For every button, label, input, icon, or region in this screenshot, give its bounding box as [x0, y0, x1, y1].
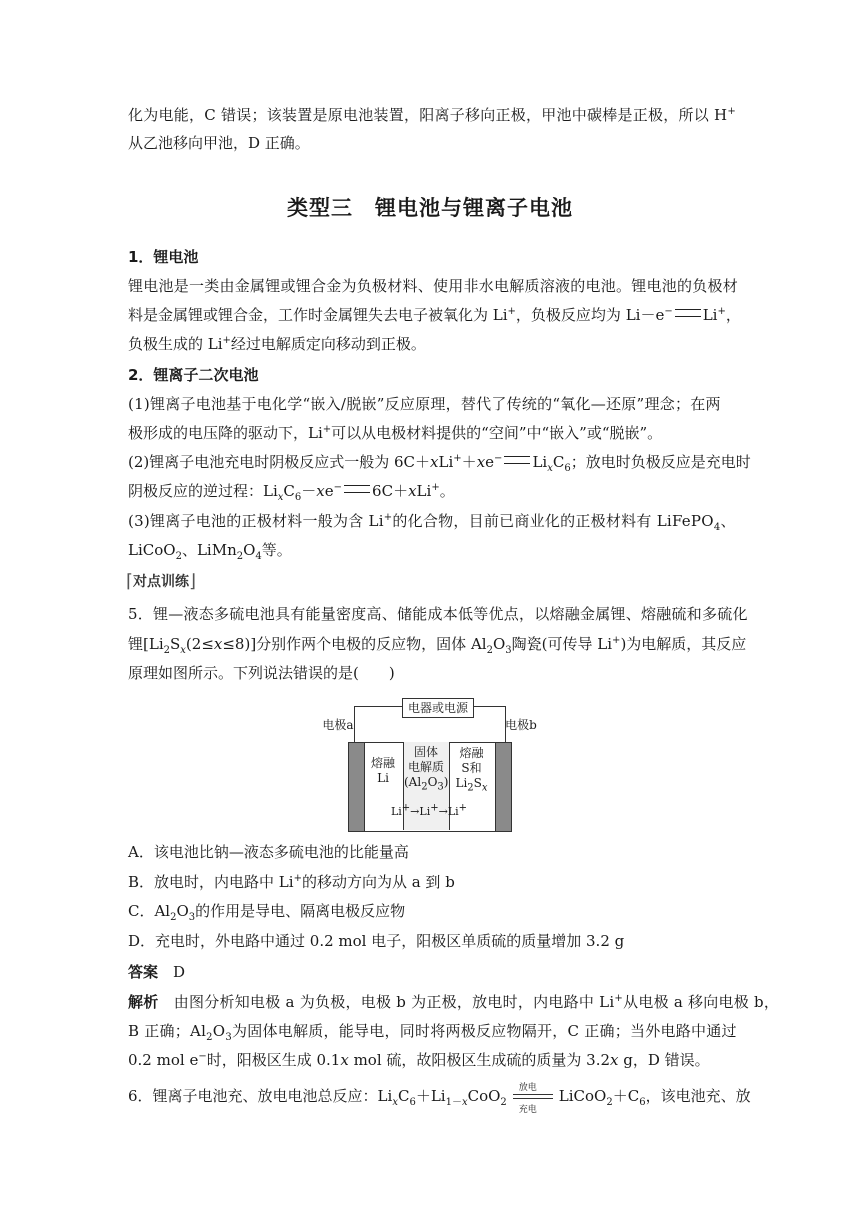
battery-diagram — [318, 696, 544, 836]
answer: 答案 D — [128, 963, 186, 981]
electrode-a-label: 电极a — [322, 718, 354, 732]
heading-lithium-battery: 1．锂电池 — [128, 248, 199, 266]
left-label: 熔融 Li — [370, 756, 395, 785]
text-line: 极形成的电压降的驱动下，Li+可以从电极材料提供的“空间”中“嵌入”或“脱嵌”。 — [128, 424, 663, 442]
reaction-arrows: 放电 充电 — [511, 1082, 555, 1112]
text-line: LiCoO$_2$、$LiMn_2O_4$等。 — [128, 541, 292, 562]
ion-flow: Li+→Li+→Li+ — [390, 802, 468, 818]
text-line: 锂$[Li_2S_x(2\le x\le 8)]$分别作两个电极的反应物，固体 $Al_2O_3$陶瓷(可传导 Li+)为电解质，其反应 — [128, 635, 747, 656]
text-line: 原理如图所示。下列说法错误的是( ) — [128, 664, 395, 682]
section-title: 类型三 锂电池与锂离子电池 — [287, 196, 573, 220]
analysis-line: 0.2 mol e−时，阳极区生成 0.1x mol 硫，故阳极区生成硫的质量为 3.2x g，D 错误。 — [128, 1051, 710, 1069]
option-b: B．放电时，内电路中 Li+的移动方向为从 a 到 b — [128, 873, 455, 891]
electrode-b-label: 电极b — [505, 718, 537, 732]
practice-tag: ⌈对点训练⌋ — [126, 571, 197, 592]
power-source-box: 电器或电源 — [402, 698, 474, 718]
text-line: 阴极反应的逆过程：$Li_xC_6-xe^-$ 6C＋xLi+。 — [128, 482, 455, 503]
option-a: A．该电池比钠—液态多硫电池的比能量高 — [128, 843, 409, 861]
electrode-b — [495, 742, 512, 832]
analysis-line: B 正确；$Al_2O_3$为固体电解质，能导电，同时将两极反应物隔开，C 正确；当外电路中通过 — [128, 1022, 737, 1043]
text-line: (3)锂离子电池的正极材料一般为含 Li+的化合物，目前已商业化的正极材料有 LiFePO$_4$、 — [128, 512, 736, 533]
right-label: 熔融 S和 $Li_2S_x$ — [455, 746, 488, 794]
option-d: D．充电时，外电路中通过 0.2 mol 电子，阳极区单质硫的质量增加 3.2 g — [128, 932, 625, 950]
text-line: 化为电能，C 错误；该装置是原电池装置，阳离子移向正极，甲池中碳棒是正极，所以 H+ — [128, 106, 736, 124]
equals-sign — [504, 456, 530, 464]
text-line: (1)锂离子电池基于电化学“嵌入/脱嵌”反应原理，替代了传统的“氧化—还原”理念；在两 — [128, 395, 721, 413]
text-line: (2)锂离子电池充电时阴极反应式一般为 6C＋xLi+＋xe− $Li_xC_6$；放电时负极反应是充电时 — [128, 453, 751, 474]
equals-sign — [344, 485, 370, 493]
text-line: 负极生成的 Li+经过电解质定向移动到正极。 — [128, 335, 426, 353]
text-line: 料是金属锂或锂合金，工作时金属锂失去电子被氧化为 Li+，负极反应均为 Li－e− Li+， — [128, 306, 741, 324]
analysis-line: 解析 由图分析知电极 a 为负极，电极 b 为正极，放电时，内电路中 Li+从电极 a 移向电极 b， — [128, 993, 780, 1011]
question-5-text: 5．锂—液态多硫电池具有能量密度高、储能成本低等优点，以熔融金属锂、熔融硫和多硫化 — [128, 605, 748, 623]
middle-label: 固体 电解质 $(Al_2O_3)$ — [404, 745, 449, 793]
equals-sign — [675, 309, 701, 317]
option-c: C．$Al_2O_3$的作用是导电、隔离电极反应物 — [128, 902, 406, 923]
question-6-text: 6．锂离子电池充、放电电池总反应：$Li_xC_6+Li_{1-x}CoO_2$ 放电 充电 $LiCoO_2+C_6$，该电池充、放 — [128, 1083, 751, 1115]
text-line: 从乙池移向甲池，D 正确。 — [128, 134, 310, 152]
text-line: 锂电池是一类由金属锂或锂合金为负极材料、使用非水电解质溶液的电池。锂电池的负极材 — [128, 277, 739, 295]
electrode-a — [348, 742, 365, 832]
heading-li-ion-battery: 2．锂离子二次电池 — [128, 366, 259, 384]
